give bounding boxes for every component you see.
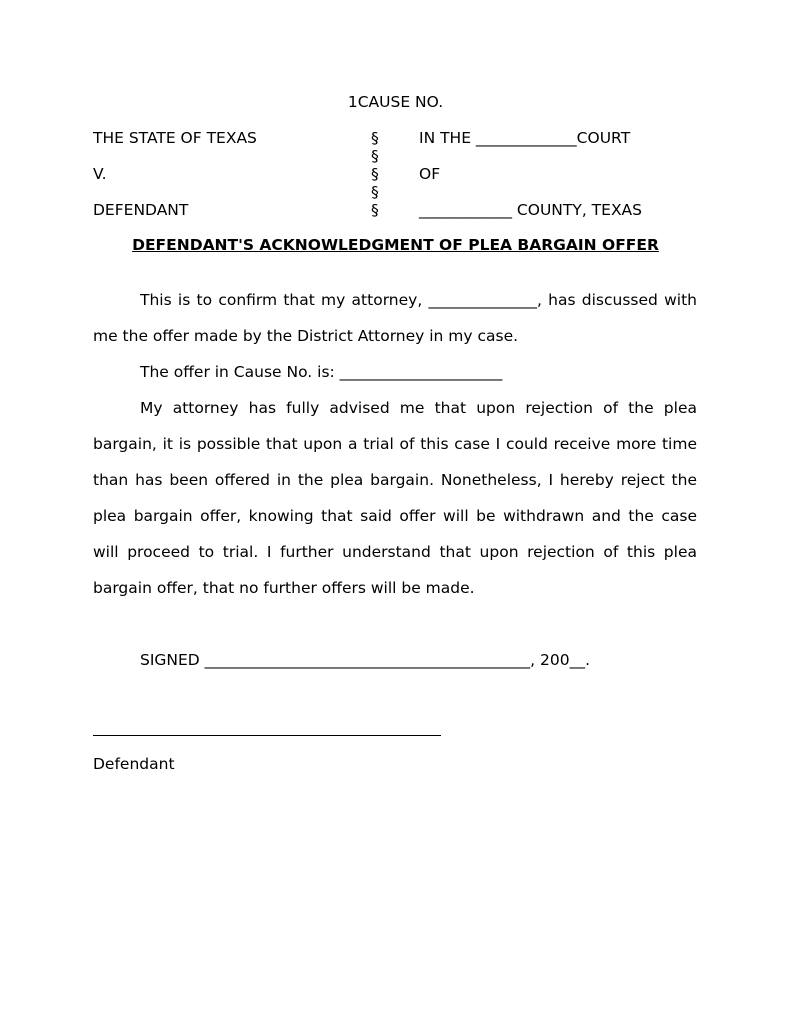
section-symbol: § [371, 165, 379, 183]
paragraph-advice-line: bargain offer, that no further offers will be made. [93, 579, 475, 597]
section-symbol: § [371, 201, 379, 219]
signed-date-line: SIGNED __________________________________________, 200__. [140, 651, 591, 669]
section-symbol: § [371, 147, 379, 165]
paragraph-attorney-line-1: This is to confirm that my attorney, ______________, has discussed with [140, 291, 697, 309]
paragraph-attorney-line-2: me the offer made by the District Attorney in my case. [93, 327, 519, 345]
cause-number-heading: 1CAUSE NO. [347, 93, 444, 111]
paragraph-advice-line: plea bargain offer, knowing that said offer will be withdrawn and the case [93, 507, 697, 525]
document-title: DEFENDANT'S ACKNOWLEDGMENT OF PLEA BARGAIN OFFER [132, 236, 659, 254]
paragraph-advice-line: bargain, it is possible that upon a trial of this case I could receive more time [93, 435, 697, 453]
signature-line [93, 735, 441, 736]
caption-of: OF [419, 165, 441, 183]
caption-plaintiff: THE STATE OF TEXAS [93, 129, 257, 147]
caption-versus: V. [93, 165, 107, 183]
caption-defendant: DEFENDANT [93, 201, 189, 219]
section-symbol: § [371, 183, 379, 201]
paragraph-advice-line: will proceed to trial. I further understand that upon rejection of this plea [93, 543, 697, 561]
section-symbol: § [371, 129, 379, 147]
paragraph-advice-line: than has been offered in the plea bargain. Nonetheless, I hereby reject the [93, 471, 697, 489]
paragraph-advice-line: My attorney has fully advised me that upon rejection of the plea [140, 399, 697, 417]
caption-court: IN THE _____________COURT [419, 129, 631, 147]
paragraph-offer: The offer in Cause No. is: _____________________ [140, 363, 503, 381]
signature-label: Defendant [93, 755, 175, 773]
caption-county: ____________ COUNTY, TEXAS [419, 201, 643, 219]
